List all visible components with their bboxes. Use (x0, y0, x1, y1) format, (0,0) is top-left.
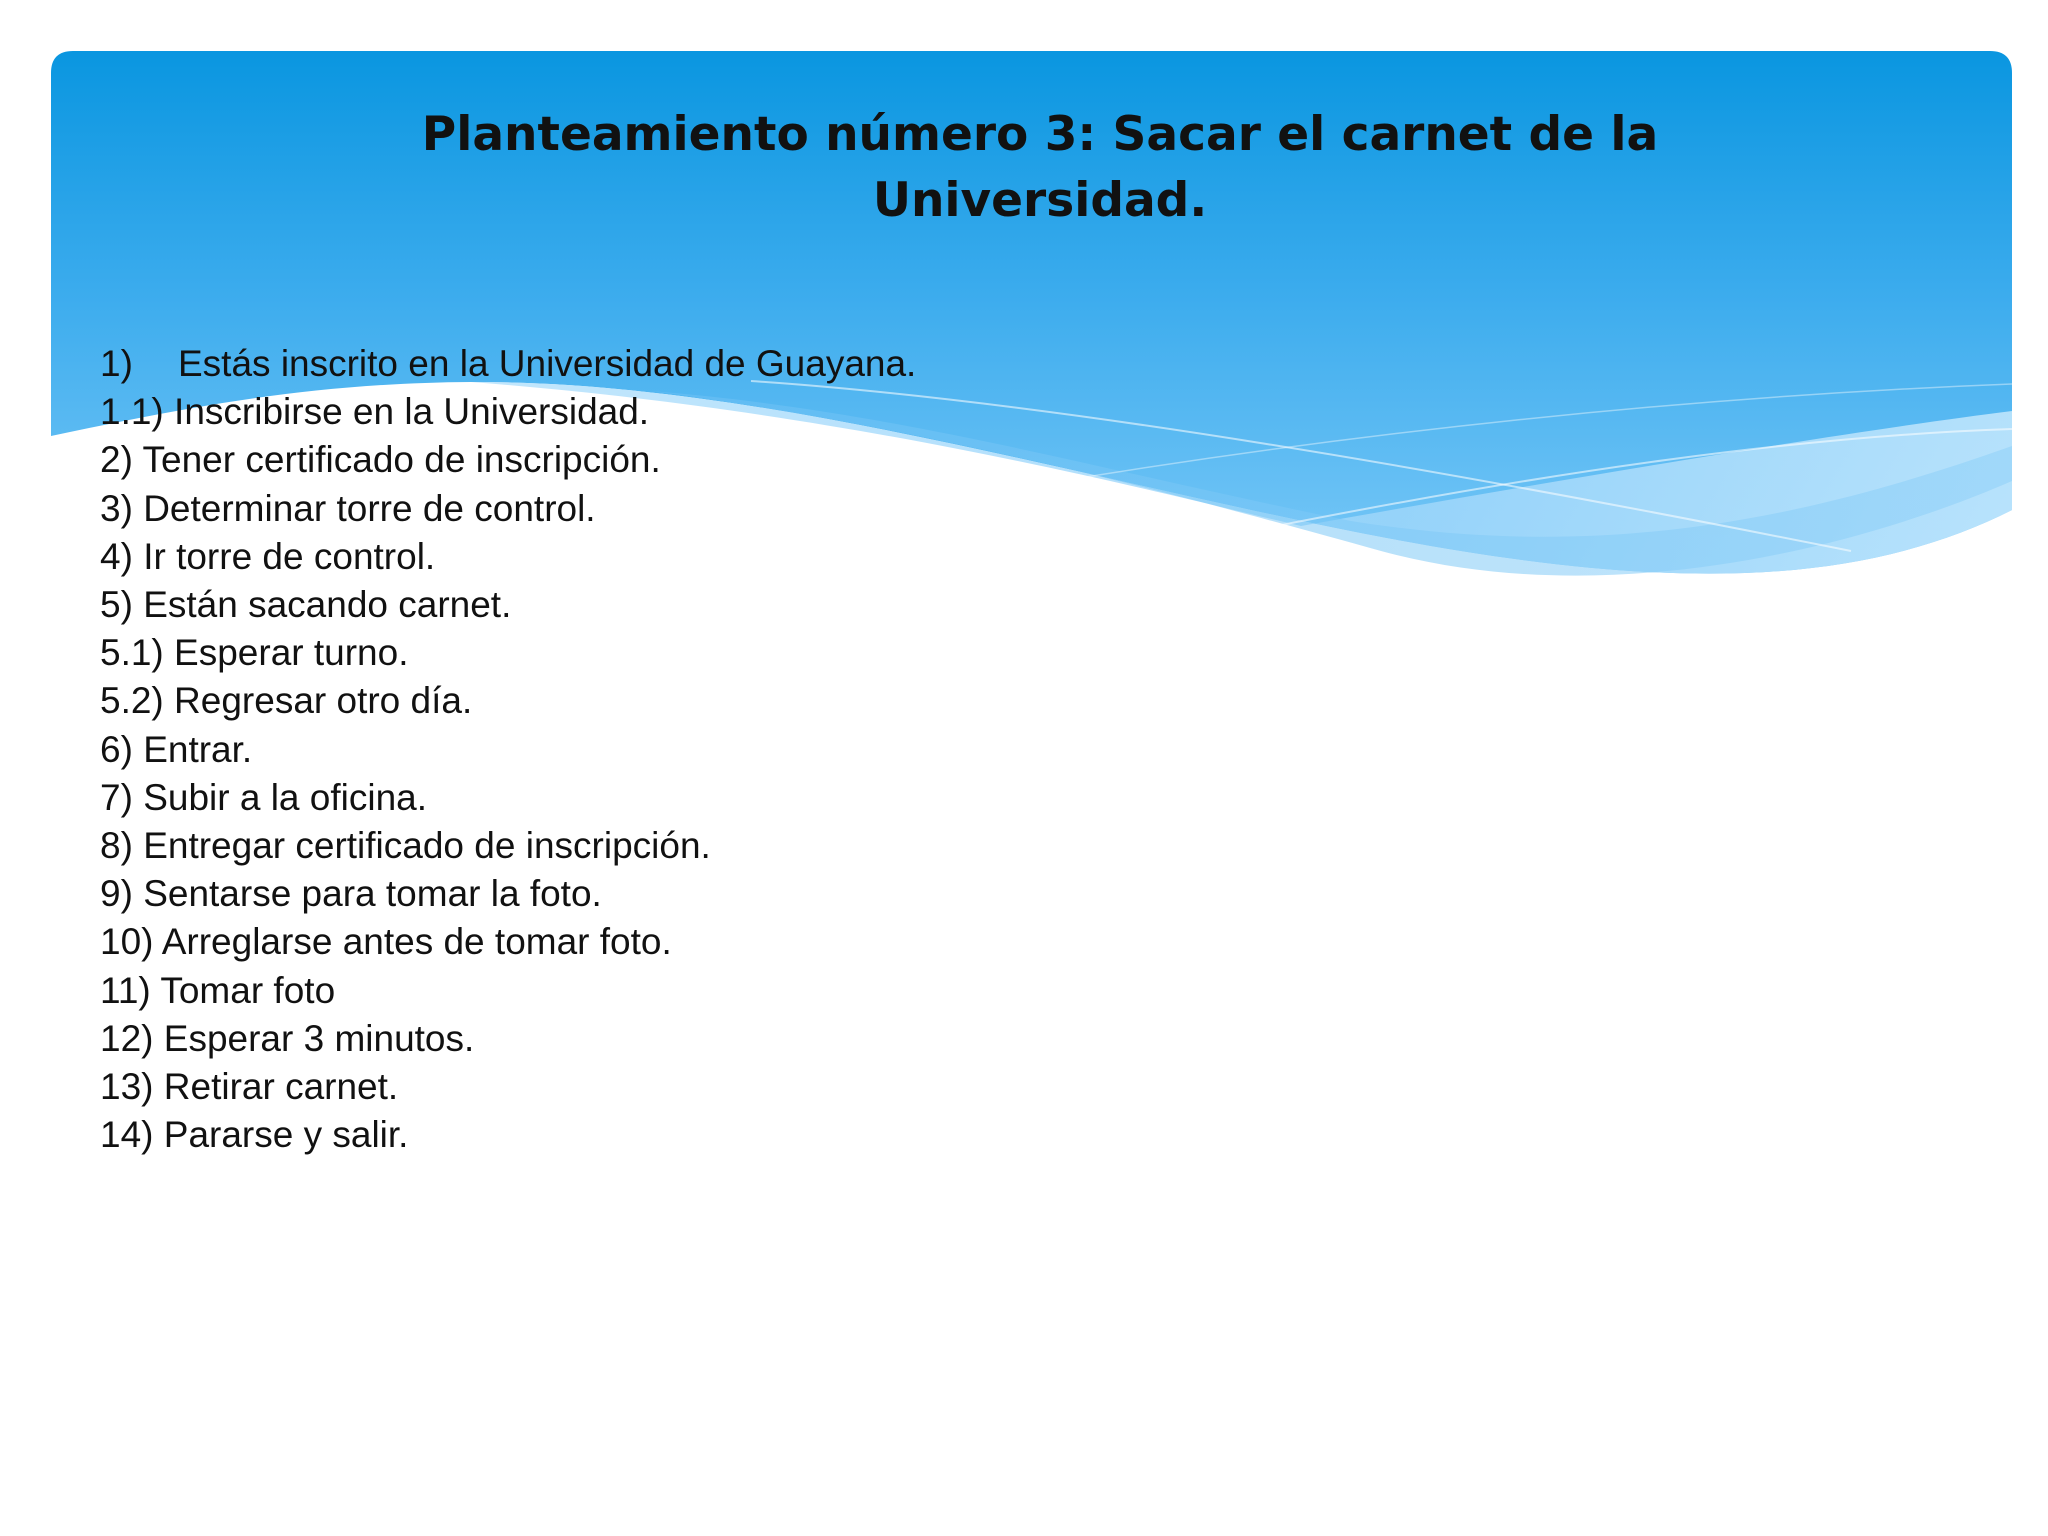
step-number: 8) (100, 825, 133, 867)
step-text: Ir torre de control. (143, 535, 436, 577)
step-text: Están sacando carnet. (143, 584, 512, 626)
step-number: 14) (100, 1114, 154, 1156)
step-number: 5.2) (100, 680, 164, 722)
list-item (100, 967, 916, 1015)
step-text: Estás inscrito en la Universidad de Guayana. (178, 343, 917, 384)
steps-list (100, 340, 916, 1159)
step-number: 12) (100, 1017, 154, 1059)
step-text: Entregar certificado de inscripción. (143, 825, 711, 867)
list-item (100, 918, 916, 966)
step-number: 9) (100, 873, 133, 915)
list-item (100, 1111, 916, 1159)
list-item (100, 340, 916, 388)
list-item (100, 1063, 916, 1111)
step-text: Subir a la oficina. (143, 776, 428, 818)
step-number: 7) (100, 776, 133, 818)
step-number: 1) (100, 343, 133, 384)
step-number: 6) (100, 728, 133, 770)
list-item (100, 726, 916, 774)
step-number: 5.1) (100, 632, 164, 674)
step-text: Inscribirse en la Universidad. (174, 391, 650, 433)
step-text: Entrar. (143, 728, 253, 770)
step-number: 13) (100, 1066, 154, 1108)
list-item (100, 1015, 916, 1063)
step-text: Tener certificado de inscripción. (142, 439, 661, 481)
list-item (100, 774, 916, 822)
step-number: 11) (100, 969, 151, 1011)
list-item (100, 629, 916, 677)
list-item (100, 677, 916, 725)
step-number: 1.1) (100, 391, 164, 433)
step-text: Esperar 3 minutos. (163, 1017, 475, 1059)
step-number: 4) (100, 535, 133, 577)
slide-title-line-1: Planteamiento número 3: Sacar el carnet de la (421, 107, 1659, 162)
list-item (100, 388, 916, 436)
list-item (100, 485, 916, 533)
list-item (100, 581, 916, 629)
step-number: 3) (100, 487, 133, 529)
list-item (100, 822, 916, 870)
step-text: Determinar torre de control. (143, 487, 596, 529)
list-item (100, 436, 916, 484)
list-item (100, 533, 916, 581)
step-text: Sentarse para tomar la foto. (143, 873, 602, 915)
step-text: Tomar foto (160, 969, 336, 1011)
step-text: Regresar otro día. (174, 680, 473, 722)
step-text: Esperar turno. (174, 632, 409, 674)
step-text: Retirar carnet. (163, 1066, 399, 1108)
step-text: Pararse y salir. (163, 1114, 409, 1156)
slide-title-line-2: Universidad. (872, 173, 1208, 228)
step-number: 10) (100, 921, 154, 963)
step-number: 2) (100, 439, 133, 481)
slide-title (300, 102, 1780, 234)
step-number: 5) (100, 584, 133, 626)
list-item (100, 870, 916, 918)
step-text: Arreglarse antes de tomar foto. (161, 921, 672, 963)
